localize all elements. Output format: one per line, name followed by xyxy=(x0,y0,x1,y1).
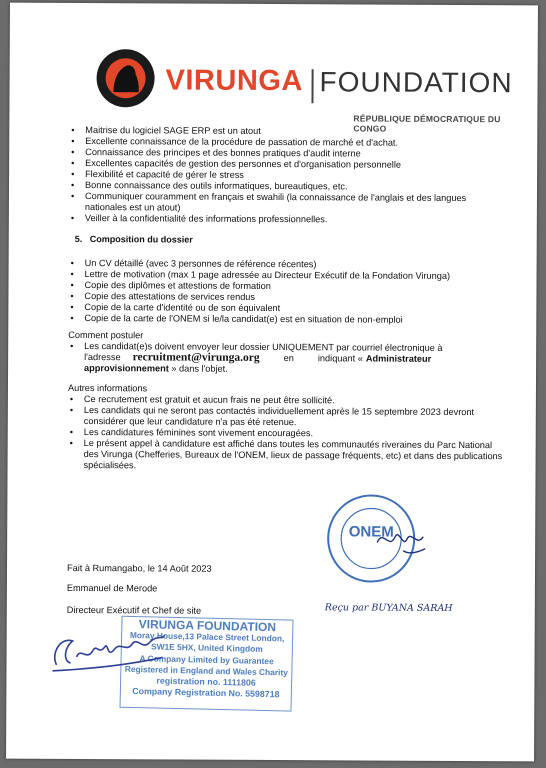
brand-name: VIRUNGA xyxy=(165,64,303,98)
list-item: • Communiquer couramment en français et swahili (la connaissance de l'anglais et des langues nationales est un atout) xyxy=(69,191,509,215)
brand-subtitle: RÉPUBLIQUE DÉMOCRATIQUE DU CONGO xyxy=(353,113,501,134)
section-title: Composition du dossier xyxy=(89,234,193,245)
list-item: • Excellente connaissance de la procédure de passation de marché et d'achat. xyxy=(69,136,509,149)
list-item: • Flexibilité et capacité de gérer le stress xyxy=(69,169,509,182)
apply-heading: Comment postuler xyxy=(68,329,144,341)
list-item: • Veiller à la confidentialité des informations professionnelles. xyxy=(69,213,509,226)
apply-text: Les candidat(e)s doivent envoyer leur dossier UNIQUEMENT par courriel électronique à xyxy=(84,341,443,353)
brand-separator xyxy=(311,69,313,103)
signatory-name: Emmanuel de Merode xyxy=(66,582,158,594)
other-heading: Autres informations xyxy=(67,382,148,394)
list-item: • Maitrise du logiciel SAGE ERP est un atout xyxy=(69,125,509,138)
signatory-role: Directeur Exécutif et Chef de site xyxy=(66,604,202,616)
stamp-line: Registered in England and Wales Charity xyxy=(124,663,288,678)
apply-list xyxy=(68,341,508,376)
apply-prefix: l'adresse xyxy=(84,352,121,363)
dossier-list xyxy=(68,258,508,326)
email-address: recruitment@virunga.org xyxy=(132,351,260,364)
document-page xyxy=(6,3,538,762)
list-item: • Copie des attestations de services rendus xyxy=(68,291,508,304)
stamp-line: registration no. 1111806 xyxy=(156,675,256,688)
section-heading xyxy=(75,234,509,247)
brand-suffix: FOUNDATION xyxy=(319,66,513,99)
list-item xyxy=(68,341,508,376)
received-note: Reçu par BUYANA SARAH xyxy=(324,602,453,614)
list-item: • Les candidatures féminines sont vivement encouragées. xyxy=(68,427,508,440)
list-item: • Ce recrutement est gratuit et aucun frais ne peut être sollicité. xyxy=(68,394,508,407)
list-item: • Les candidats qui ne seront pas contactés individuellement après le 15 septembre 2023 devront considérer que leur candidature n'a pas été retenue. xyxy=(68,405,508,429)
list-item: • Copie de la carte d'identité ou de son équivalent xyxy=(68,302,508,315)
apply-mid: en xyxy=(283,353,294,364)
park-badge-logo xyxy=(95,48,155,108)
subject-bold-2: approvisionnement xyxy=(84,363,169,374)
list-item: • Lettre de motivation (max 1 page adressée au Directeur Exécutif de la Fondation Virunga) xyxy=(69,269,509,282)
stamp-line: Company Registration No. 5598718 xyxy=(132,686,280,700)
subject-bold: Administrateur xyxy=(365,353,432,364)
requirements-list xyxy=(69,125,510,226)
place-date: Fait à Rumangabo, le 14 Août 2023 xyxy=(66,562,212,574)
onem-stamp-text: ONEM xyxy=(348,523,394,541)
list-item: • Un CV détaillé (avec 3 personnes de référence récentes) xyxy=(69,258,509,271)
onem-signature xyxy=(373,521,433,561)
apply-suffix: » dans l'objet. xyxy=(171,363,228,374)
document-body xyxy=(68,125,510,473)
stamp-title: VIRUNGA FOUNDATION xyxy=(138,617,277,635)
list-item: • Copie de la carte de l'ONEM si le/la candidat(e) est en situation de non-emploi xyxy=(68,313,508,326)
stamp-line: SW1E 5HX, United Kingdom xyxy=(150,641,263,655)
stamp-line: Moray House,13 Palace Street London, xyxy=(129,630,285,644)
list-item: • Excellentes capacités de gestion des personnes et d'organisation personnelle xyxy=(69,158,509,171)
apply-indiquant: indiquant « xyxy=(317,353,363,364)
list-item: • Bonne connaissance des outils informatiques, bureautiques, etc. xyxy=(69,180,509,193)
list-item: • Connaissance des principes et des bonnes pratiques d'audit interne xyxy=(69,147,509,160)
director-signature xyxy=(46,617,168,678)
other-list xyxy=(68,394,508,473)
list-item: • Copie des diplômes et attestions de formation xyxy=(68,280,508,293)
section-number: 5. xyxy=(74,233,83,245)
list-item: • Le présent appel à candidature est affiché dans toutes les communautés riveraines du Parc National des Virunga (Chefferies, Bureaux de l'ONEM, lieux de passage fréquents, etc) et dans des publications spécialisées. xyxy=(68,438,508,473)
stamp-line: A Company Limited by Guarantee xyxy=(139,652,274,666)
